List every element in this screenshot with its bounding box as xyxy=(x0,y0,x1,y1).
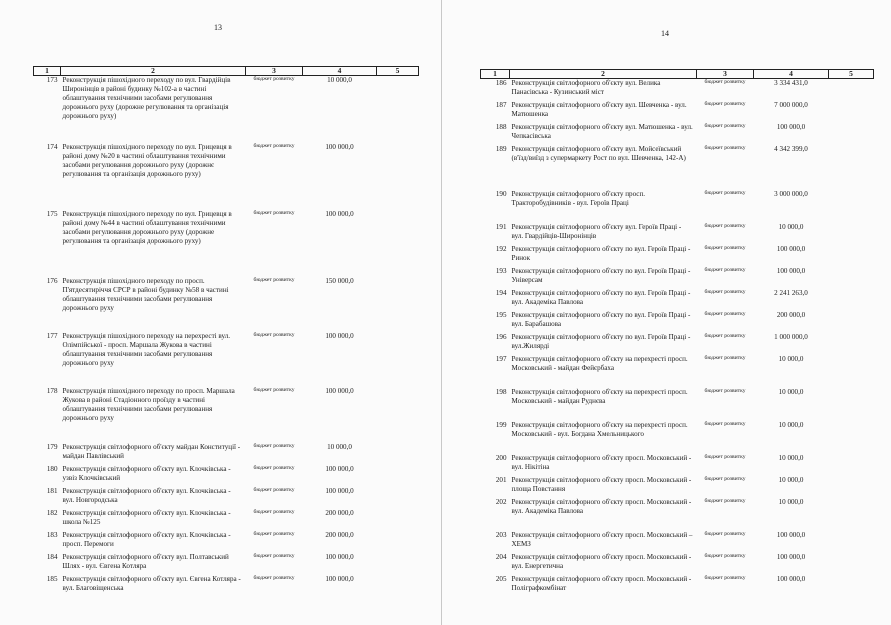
table-row xyxy=(34,277,419,332)
funding-source: бюджет розвитку xyxy=(704,266,746,273)
row-description: Реконструкція світлофорного об'єкту вул. Клочківська - школа №125 xyxy=(62,508,231,526)
table-row xyxy=(34,332,419,387)
funding-source: бюджет розвитку xyxy=(704,332,746,339)
row-number: 200 xyxy=(495,453,507,462)
column-header: 2 xyxy=(61,67,246,76)
funding-source: бюджет розвитку xyxy=(704,574,746,581)
row-amount: 7 000 000,0 xyxy=(774,100,808,109)
row-number: 203 xyxy=(495,530,507,539)
row-amount: 100 000,0 xyxy=(325,574,354,583)
page-number: 14 xyxy=(661,29,669,38)
right-page xyxy=(445,0,891,625)
row-description: Реконструкція пішохідного переходу по просп. П'ятдесятиріччя СРСР в районі будинку №58 в частині облаштування технічними засобами регулювання дорожнього руху xyxy=(62,276,229,312)
row-number: 173 xyxy=(46,76,58,84)
row-description: Реконструкція світлофорного об'єкту просп. Московський - вул. Академіка Павлова xyxy=(511,497,692,515)
row-amount: 3 334 431,0 xyxy=(774,79,808,87)
column-header: 1 xyxy=(481,70,510,79)
row-number: 183 xyxy=(46,530,58,539)
row-amount: 200 000,0 xyxy=(776,310,806,319)
funding-source: бюджет розвитку xyxy=(253,508,295,515)
row-number: 189 xyxy=(495,144,507,153)
empty-cell xyxy=(829,79,874,101)
empty-cell xyxy=(829,223,874,245)
empty-cell xyxy=(829,145,874,190)
funding-source: бюджет розвитку xyxy=(704,497,746,504)
row-number: 180 xyxy=(46,464,58,473)
row-amount: 100 000,0 xyxy=(325,464,354,473)
table-row xyxy=(481,123,874,145)
empty-cell xyxy=(829,289,874,311)
row-description: Реконструкція світлофорного об'єкту по вул. Героїв Праці - Ринок xyxy=(511,244,691,262)
row-amount: 200 000,0 xyxy=(325,508,354,517)
table-row xyxy=(34,143,419,210)
row-number: 176 xyxy=(46,276,58,285)
row-description: Реконструкція світлофорного об'єкту на перехресті просп. Московський - вул. Богдана Хмельницького xyxy=(511,420,688,438)
table-row xyxy=(34,575,419,597)
empty-cell xyxy=(377,76,419,143)
column-header: 1 xyxy=(34,67,61,76)
empty-cell xyxy=(829,575,874,597)
row-description: Реконструкція світлофорного об'єкту вул. Мойсеївський (в'їзд/виїзд з супермаркету Рост по вул. Шевченка, 142-А) xyxy=(511,144,686,162)
row-amount: 10 000,0 xyxy=(778,420,804,429)
row-amount: 100 000,0 xyxy=(776,266,806,275)
row-amount: 2 241 263,0 xyxy=(774,288,808,297)
row-number: 197 xyxy=(495,354,507,363)
table-row xyxy=(481,476,874,498)
empty-cell xyxy=(829,333,874,355)
row-number: 202 xyxy=(495,497,507,506)
row-description: Реконструкція світлофорного об'єкту майдан Конституції - майдан Павлівський xyxy=(62,442,241,460)
table-row xyxy=(481,454,874,476)
table-row xyxy=(481,553,874,575)
empty-cell xyxy=(377,332,419,387)
column-header: 2 xyxy=(510,70,697,79)
row-description: Реконструкція пішохідного переходу по просп. Маршала Жукова в районі Стадіонного проїзду в частині облаштування технічними засобами регулювання дорожнього руху xyxy=(62,386,235,422)
row-description: Реконструкція світлофорного об'єкту просп. Московський - вул. Нікітіна xyxy=(511,453,692,471)
empty-cell xyxy=(829,245,874,267)
data-table xyxy=(480,69,874,597)
funding-source: бюджет розвитку xyxy=(253,530,295,537)
row-number: 190 xyxy=(495,189,507,198)
row-number: 177 xyxy=(46,331,58,340)
row-number: 205 xyxy=(495,574,507,583)
row-amount: 10 000,0 xyxy=(778,475,804,484)
table-row xyxy=(481,190,874,223)
row-amount: 1 000 000,0 xyxy=(774,332,808,341)
row-description: Реконструкція світлофорного об'єкту по вул. Героїв Праці - Універсам xyxy=(511,266,691,284)
row-amount: 100 000,0 xyxy=(325,386,354,395)
empty-cell xyxy=(377,553,419,575)
funding-source: бюджет розвитку xyxy=(253,442,295,449)
row-description: Реконструкція світлофорного об'єкту вул. Клочківська - просп. Перемоги xyxy=(62,530,231,548)
left-page xyxy=(0,0,440,625)
table-row xyxy=(481,311,874,333)
funding-source: бюджет розвитку xyxy=(253,464,295,471)
empty-cell xyxy=(829,190,874,223)
row-number: 182 xyxy=(46,508,58,517)
row-number: 195 xyxy=(495,310,507,319)
row-description: Реконструкція світлофорного об'єкту на перехресті просп. Московський - майдан Руднєва xyxy=(511,387,688,405)
funding-source: бюджет розвитку xyxy=(704,475,746,482)
column-header: 5 xyxy=(829,70,874,79)
row-amount: 100 000,0 xyxy=(776,574,806,583)
funding-source: бюджет розвитку xyxy=(704,310,746,317)
funding-source: бюджет розвитку xyxy=(704,189,746,196)
column-header: 3 xyxy=(246,67,303,76)
row-amount: 100 000,0 xyxy=(776,552,806,561)
empty-cell xyxy=(829,355,874,388)
table-row xyxy=(481,79,874,101)
column-header: 4 xyxy=(754,70,829,79)
row-amount: 100 000,0 xyxy=(325,486,354,495)
row-amount: 10 000,0 xyxy=(778,453,804,462)
row-amount: 10 000,0 xyxy=(778,222,804,231)
row-number: 175 xyxy=(46,209,58,218)
table-row xyxy=(34,509,419,531)
row-amount: 10 000,0 xyxy=(327,442,352,451)
funding-source: бюджет розвитку xyxy=(704,387,746,394)
table-row xyxy=(34,487,419,509)
funding-source: бюджет розвитку xyxy=(704,79,746,85)
table-row xyxy=(481,575,874,597)
row-amount: 100 000,0 xyxy=(325,552,354,561)
table-body xyxy=(481,70,874,597)
row-description: Реконструкція світлофорного об'єкту просп. Московський - вул. Енергетична xyxy=(511,552,692,570)
funding-source: бюджет розвитку xyxy=(704,552,746,559)
table-row xyxy=(481,498,874,531)
empty-cell xyxy=(377,143,419,210)
empty-cell xyxy=(377,575,419,597)
row-description: Реконструкція пішохідного переходу по вул. Грицевця в районі дому №44 в частині облаштування технічними засобами регулювання дорожнього руху (дорожне регулювання та організація дорожнього руху) xyxy=(62,209,232,245)
table-row xyxy=(481,333,874,355)
row-amount: 10 000,0 xyxy=(778,387,804,396)
empty-cell xyxy=(829,388,874,421)
empty-cell xyxy=(829,421,874,454)
header-row xyxy=(481,70,874,79)
empty-cell xyxy=(829,454,874,476)
table-row xyxy=(481,223,874,245)
row-description: Реконструкція пішохідного переходу на перехресті вул. Олімпійської - просп. Маршала Жукова в частині облаштування технічними засобами регулювання дорожнього руху xyxy=(62,331,231,367)
row-amount: 100 000,0 xyxy=(776,530,806,539)
funding-source: бюджет розвитку xyxy=(704,100,746,107)
empty-cell xyxy=(829,553,874,575)
row-number: 185 xyxy=(46,574,58,583)
funding-source: бюджет розвитку xyxy=(704,530,746,537)
row-description: Реконструкція світлофорного об'єкту вул. Матюшенка - вул. Чепкасівська xyxy=(511,122,693,140)
table-row xyxy=(34,531,419,553)
table-row xyxy=(34,443,419,465)
funding-source: бюджет розвитку xyxy=(253,386,295,393)
empty-cell xyxy=(829,476,874,498)
row-description: Реконструкція світлофорного об'єкту вул. Полтавський Шлях - вул. Євгена Котляра xyxy=(62,552,229,570)
empty-cell xyxy=(829,123,874,145)
row-description: Реконструкція світлофорного об'єкту по вул. Героїв Праці - вул.Жилярді xyxy=(511,332,691,350)
column-header: 5 xyxy=(377,67,419,76)
table-row xyxy=(481,145,874,190)
row-amount: 100 000,0 xyxy=(325,142,354,151)
table-row xyxy=(34,210,419,277)
row-number: 184 xyxy=(46,552,58,561)
table-row xyxy=(481,388,874,421)
row-number: 187 xyxy=(495,100,507,109)
row-amount: 200 000,0 xyxy=(325,530,354,539)
funding-source: бюджет розвитку xyxy=(704,122,746,129)
empty-cell xyxy=(829,498,874,531)
funding-source: бюджет розвитку xyxy=(253,276,295,283)
row-description: Реконструкція світлофорного об'єкту вул. Євгена Котляра - вул. Благовіщенська xyxy=(62,574,241,592)
funding-source: бюджет розвитку xyxy=(704,288,746,295)
empty-cell xyxy=(829,531,874,553)
empty-cell xyxy=(377,277,419,332)
row-number: 178 xyxy=(46,386,58,395)
empty-cell xyxy=(829,101,874,123)
funding-source: бюджет розвитку xyxy=(253,486,295,493)
row-number: 191 xyxy=(495,222,507,231)
row-number: 196 xyxy=(495,332,507,341)
row-amount: 150 000,0 xyxy=(325,276,354,285)
data-table xyxy=(33,66,419,597)
row-description: Реконструкція пішохідного переходу по вул. Грицевця в районі дому №20 в частині облаштування технічними засобами регулювання дорожнього руху (дорожнє регулювання та організація дорожнього руху) xyxy=(62,142,232,178)
table-body xyxy=(34,67,419,597)
row-description: Реконструкція світлофорного об'єкту вул. Клочківська - вул. Новгородська xyxy=(62,486,231,504)
row-number: 179 xyxy=(46,442,58,451)
table-row xyxy=(481,245,874,267)
row-number: 198 xyxy=(495,387,507,396)
row-description: Реконструкція світлофорного об'єкту по вул. Героїв Праці - вул. Академіка Павлова xyxy=(511,288,691,306)
row-number: 192 xyxy=(495,244,507,253)
row-description: Реконструкція світлофорного об'єкту по вул. Героїв Праці - вул. Барабашова xyxy=(511,310,691,328)
empty-cell xyxy=(829,311,874,333)
table-row xyxy=(34,387,419,443)
empty-cell xyxy=(377,487,419,509)
empty-cell xyxy=(377,387,419,443)
row-description: Реконструкція світлофорного об'єкту просп. Московський - Поліграфкомбінат xyxy=(511,574,692,592)
row-description: Реконструкція світлофорного об'єкту на перехресті просп. Московський - майдан Фейєрбаха xyxy=(511,354,688,372)
row-amount: 3 000 000,0 xyxy=(774,189,808,198)
funding-source: бюджет розвитку xyxy=(704,222,746,229)
row-description: Реконструкція світлофорного об'єкту вул. Шевченка - вул. Матюшенка xyxy=(511,100,687,118)
row-number: 194 xyxy=(495,288,507,297)
column-header: 4 xyxy=(303,67,377,76)
funding-source: бюджет розвитку xyxy=(704,453,746,460)
row-number: 204 xyxy=(495,552,507,561)
page-divider xyxy=(441,0,442,625)
table-row xyxy=(481,101,874,123)
row-amount: 100 000,0 xyxy=(325,331,354,340)
row-description: Реконструкція світлофорного об'єкту просп. Московський - площа Повстання xyxy=(511,475,692,493)
funding-source: бюджет розвитку xyxy=(253,574,295,581)
page-number: 13 xyxy=(214,23,222,32)
row-amount: 10 000,0 xyxy=(778,497,804,506)
empty-cell xyxy=(377,465,419,487)
row-description: Реконструкція світлофорного об'єкту просп. Московський – ХЕМЗ xyxy=(511,530,693,548)
row-amount: 10 000,0 xyxy=(327,76,352,84)
table-row xyxy=(481,267,874,289)
table-row xyxy=(481,531,874,553)
row-amount: 100 000,0 xyxy=(776,122,806,131)
row-amount: 100 000,0 xyxy=(325,209,354,218)
header-row xyxy=(34,67,419,76)
empty-cell xyxy=(377,531,419,553)
funding-source: бюджет розвитку xyxy=(253,552,295,559)
empty-cell xyxy=(377,210,419,277)
row-description: Реконструкція пішохідного переходу по вул. Гвардійців Широнінців в районі будинку №102-а в частині облаштування технічними засобами регулювання дорожнього руху (дорожне регулювання та організація дорожнього руху) xyxy=(62,76,231,120)
funding-source: бюджет розвитку xyxy=(704,354,746,361)
column-header: 3 xyxy=(697,70,754,79)
funding-source: бюджет розвитку xyxy=(253,142,295,149)
funding-source: бюджет розвитку xyxy=(704,144,746,151)
funding-source: бюджет розвитку xyxy=(704,420,746,427)
table-row xyxy=(34,465,419,487)
row-number: 174 xyxy=(46,142,58,151)
row-amount: 4 342 399,0 xyxy=(774,144,808,153)
row-description: Реконструкція світлофорного об'єкту просп. Тракторобудівників - вул. Героїв Праці xyxy=(511,189,646,207)
row-number: 181 xyxy=(46,486,58,495)
empty-cell xyxy=(377,443,419,465)
funding-source: бюджет розвитку xyxy=(253,209,295,216)
row-number: 193 xyxy=(495,266,507,275)
row-number: 199 xyxy=(495,420,507,429)
row-number: 188 xyxy=(495,122,507,131)
table-row xyxy=(34,553,419,575)
funding-source: бюджет розвитку xyxy=(704,244,746,251)
funding-source: бюджет розвитку xyxy=(253,331,295,338)
empty-cell xyxy=(377,509,419,531)
row-number: 186 xyxy=(495,79,507,87)
table-row xyxy=(34,76,419,143)
row-number: 201 xyxy=(495,475,507,484)
table-row xyxy=(481,421,874,454)
table-row xyxy=(481,355,874,388)
row-amount: 100 000,0 xyxy=(776,244,806,253)
row-description: Реконструкція світлофорного об'єкту вул. Велика Панасівська - Кузинський міст xyxy=(511,79,661,96)
funding-source: бюджет розвитку xyxy=(253,76,295,82)
row-amount: 10 000,0 xyxy=(778,354,804,363)
row-description: Реконструкція світлофорного об'єкту вул. Героїв Праці - вул. Гвардійців-Широнінців xyxy=(511,222,682,240)
table-row xyxy=(481,289,874,311)
empty-cell xyxy=(829,267,874,289)
row-description: Реконструкція світлофорного об'єкту вул. Клочківська - узвіз Клочківський xyxy=(62,464,231,482)
